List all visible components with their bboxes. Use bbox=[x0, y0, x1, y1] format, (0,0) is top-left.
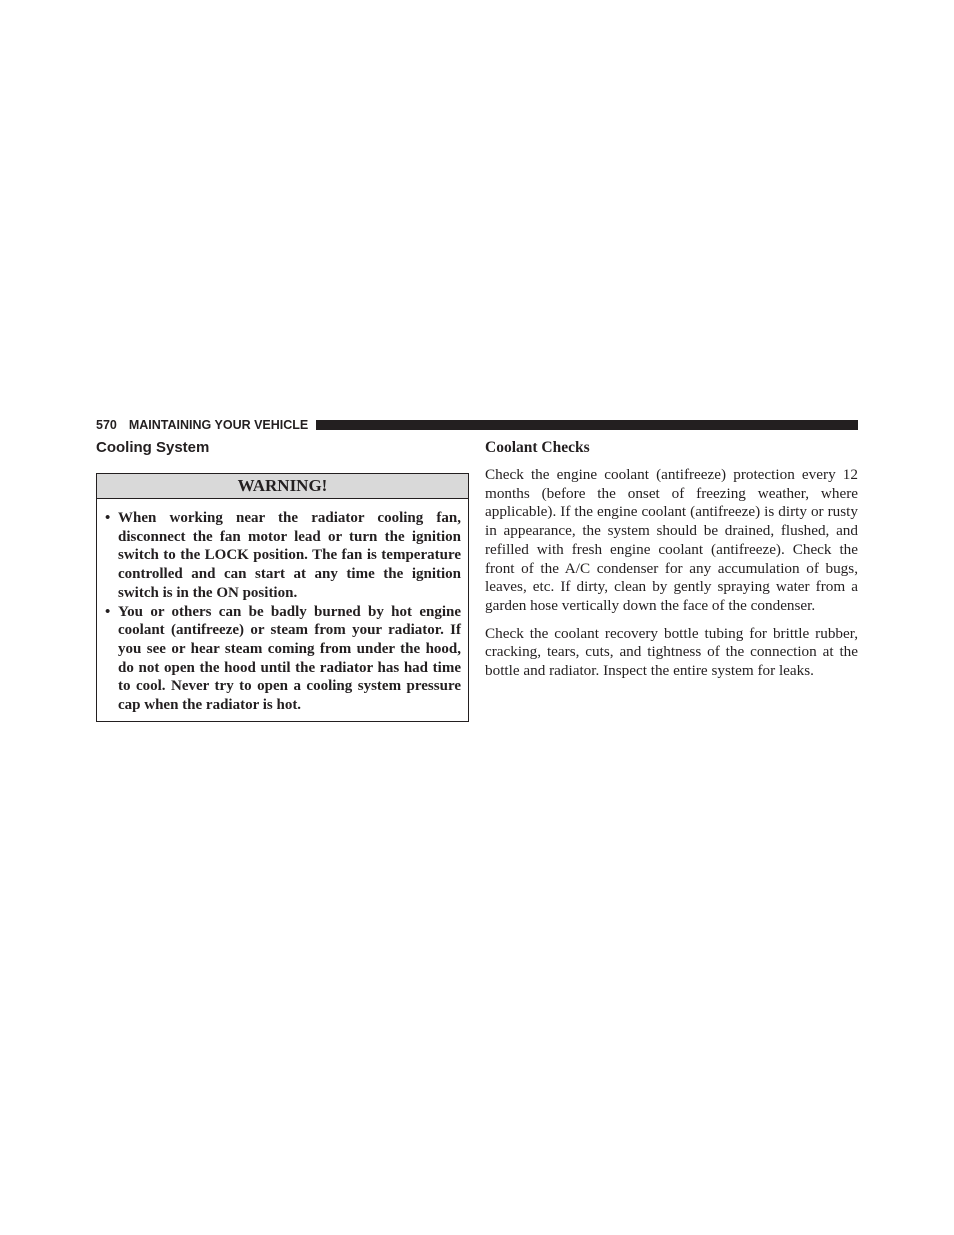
warning-box bbox=[96, 473, 469, 722]
bullet-icon: • bbox=[105, 510, 111, 526]
warning-title: WARNING! bbox=[97, 474, 468, 499]
warning-item-text: When working near the radiator cooling fan, disconnect the fan motor lead or turn the ignition switch to the LOCK position. The fan is temperature controlled and can start at any time the ignition switch is in the ON position. bbox=[118, 510, 461, 601]
paragraph: Check the engine coolant (antifreeze) protection every 12 months (before the onset of freezing weather, where applicable). If the engine coolant (antifreeze) is dirty or rusty in appearance, the system should be drained, flushed, and refilled with fresh engine coolant (antifreeze). Check the front of the A/C condenser for any accumulation of bugs, leaves, etc. If dirty, clean by gently spraying water from a garden hose vertically down the face of the condenser. bbox=[485, 466, 858, 614]
chapter-title: MAINTAINING YOUR VEHICLE bbox=[128, 418, 309, 432]
warning-item bbox=[105, 603, 461, 715]
page-number: 570 bbox=[96, 418, 117, 432]
section-heading-cooling-system: Cooling System bbox=[96, 439, 210, 456]
warning-list bbox=[97, 499, 468, 721]
paragraph: Check the coolant recovery bottle tubing for brittle rubber, cracking, tears, cuts, and tightness of the connection at the bottle and radiator. Inspect the entire system for leaks. bbox=[485, 624, 858, 680]
header-rule bbox=[316, 420, 858, 430]
warning-item bbox=[105, 509, 461, 603]
right-column bbox=[485, 438, 858, 690]
subheading-coolant-checks: Coolant Checks bbox=[485, 439, 590, 456]
left-column bbox=[96, 438, 469, 722]
warning-item-text: You or others can be badly burned by hot engine coolant (antifreeze) or steam from your radiator. If you see or hear steam coming from under the hood, do not open the hood until the radiator has had time to cool. Never try to open a cooling system pressure cap when the radiator is hot. bbox=[118, 603, 461, 714]
page-header bbox=[96, 416, 858, 434]
bullet-icon: • bbox=[105, 603, 111, 620]
